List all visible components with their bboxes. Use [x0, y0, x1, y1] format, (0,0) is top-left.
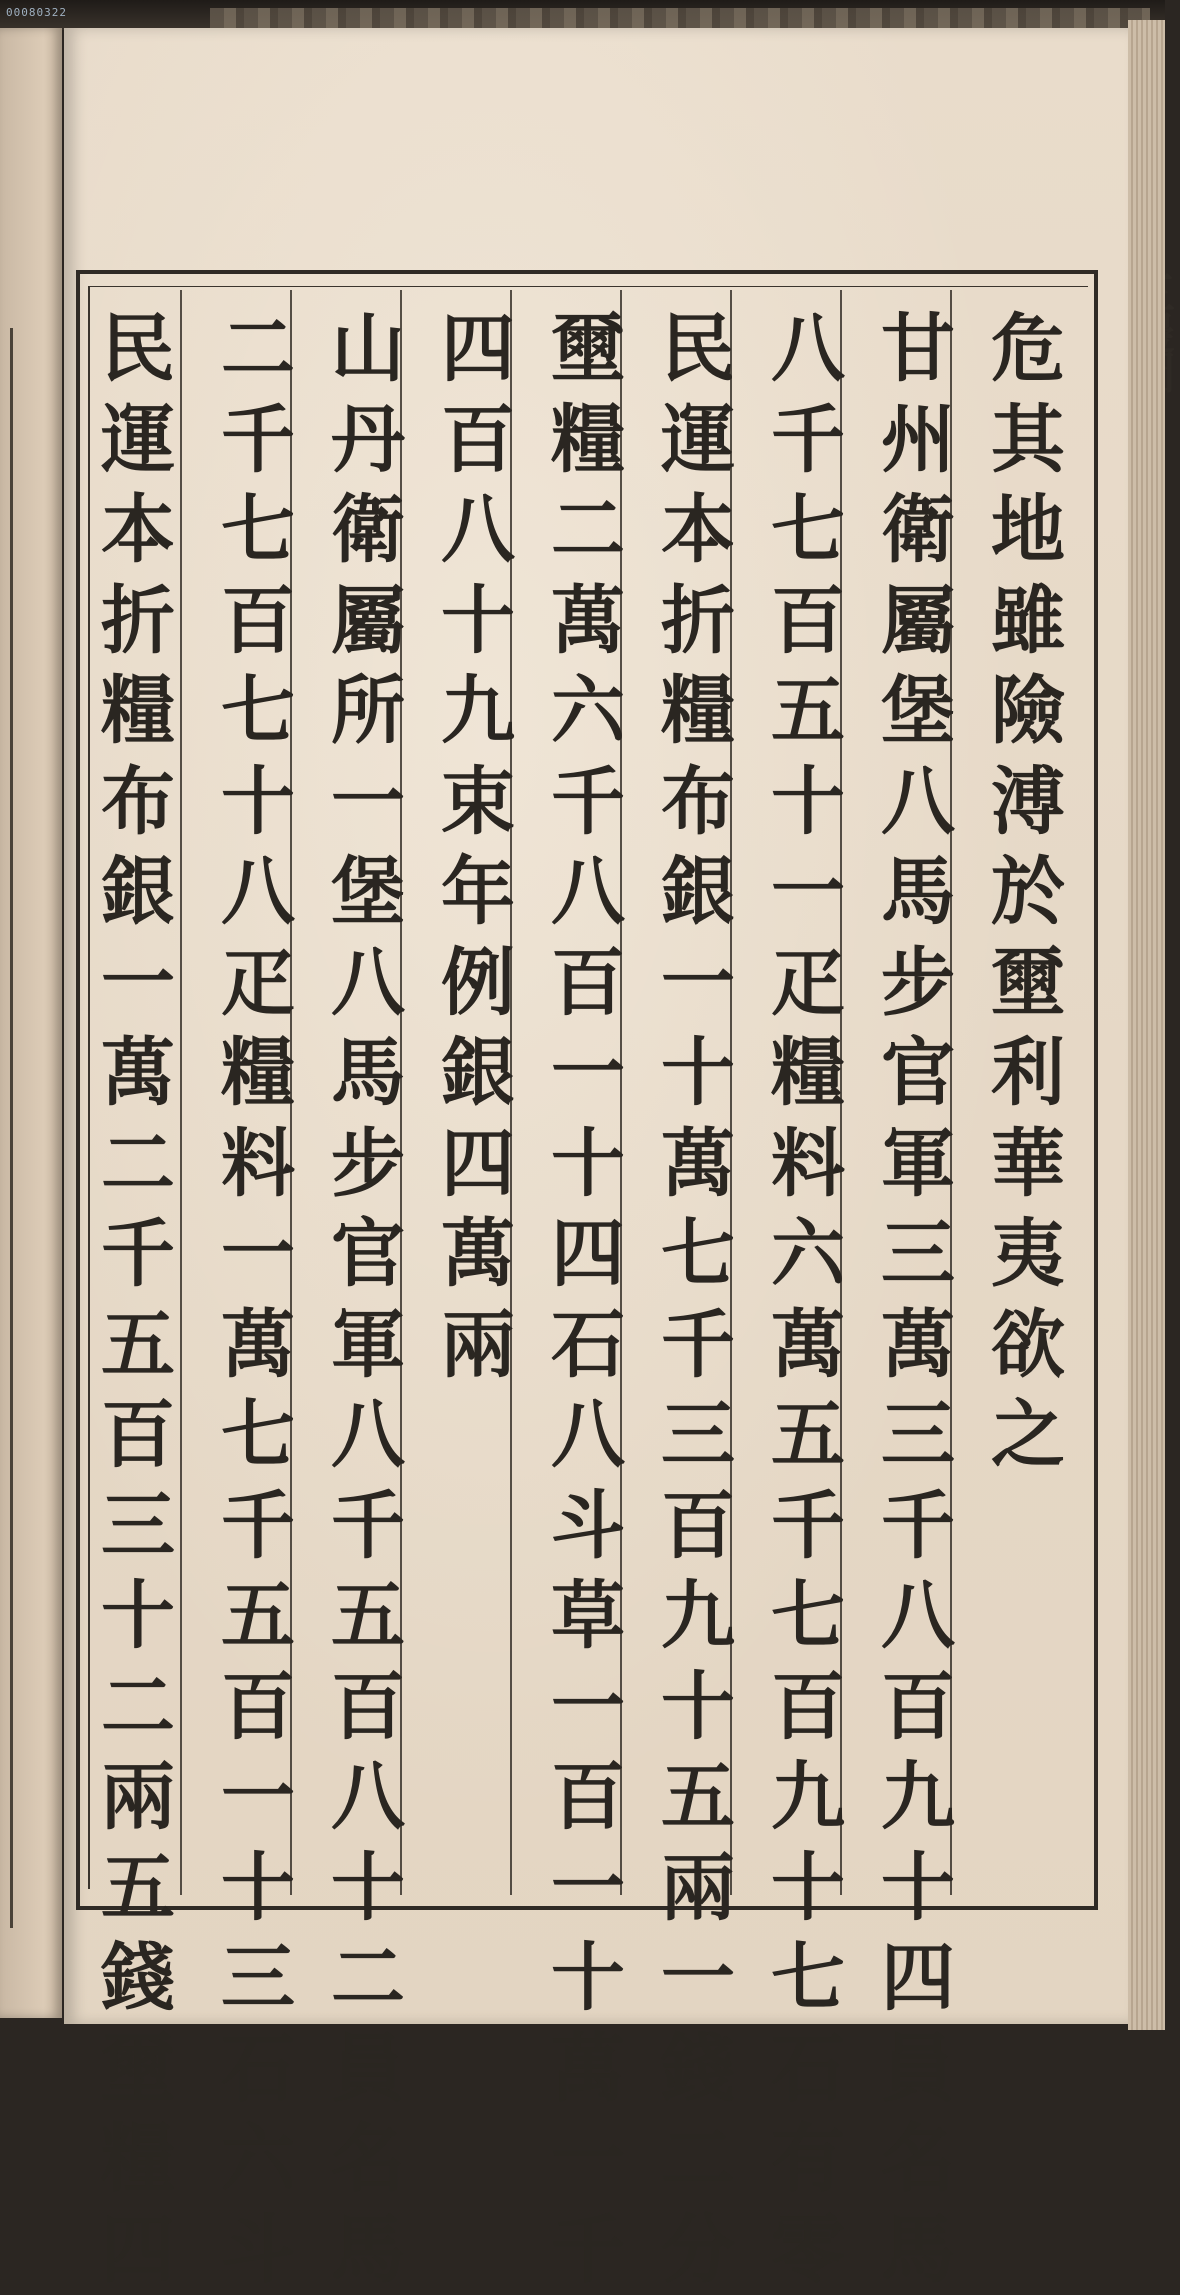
column-character: 百 — [208, 1662, 308, 1753]
column-character: 馬 — [318, 1028, 418, 1119]
column-character: 八 — [538, 1390, 638, 1481]
column-character: 二 — [88, 1662, 188, 1753]
column-character: 四 — [88, 2205, 188, 2295]
column-character: 七 — [758, 1571, 858, 1662]
column-character: 十 — [208, 757, 308, 848]
column-character: 百 — [428, 395, 528, 486]
column-character: 八 — [318, 1390, 418, 1481]
column-character: 馬 — [318, 2205, 418, 2295]
text-column-6 — [428, 304, 528, 1390]
text-page — [64, 28, 1128, 2024]
column-character: 糧 — [538, 395, 638, 486]
column-character: 十 — [208, 1843, 308, 1934]
column-character: 錢 — [648, 2024, 748, 2115]
column-character: 民 — [88, 304, 188, 395]
column-character: 衛 — [868, 485, 968, 576]
column-character: 十 — [758, 757, 858, 848]
column-character: 萬 — [538, 2024, 638, 2115]
column-character: 屬 — [318, 576, 418, 667]
column-character: 千 — [208, 1481, 308, 1572]
column-character: 雖 — [978, 576, 1078, 667]
column-character: 五 — [318, 1571, 418, 1662]
column-character: 斗 — [208, 2205, 308, 2295]
column-character: 八 — [428, 485, 528, 576]
column-character: 有 — [758, 2114, 858, 2205]
column-character: 一 — [648, 1933, 748, 2024]
column-character: 二 — [648, 2114, 748, 2205]
column-character: 草 — [538, 1571, 638, 1662]
column-character: 四 — [538, 1209, 638, 1300]
column-character: 步 — [868, 938, 968, 1029]
column-character: 夷 — [978, 1209, 1078, 1300]
column-character: 七 — [758, 1933, 858, 2024]
column-character: 糧 — [648, 666, 748, 757]
column-character: 一 — [318, 757, 418, 848]
column-character: 五 — [208, 1571, 308, 1662]
column-character: 百 — [538, 938, 638, 1029]
archive-id-label: 00080322 — [6, 6, 67, 19]
column-character: 十 — [648, 1028, 748, 1119]
column-character: 萬 — [88, 1028, 188, 1119]
column-character: 十 — [758, 1843, 858, 1934]
column-character: 六 — [208, 2114, 308, 2205]
column-character: 利 — [978, 1028, 1078, 1119]
column-character: 九 — [758, 1752, 858, 1843]
column-character: 壐 — [978, 938, 1078, 1029]
column-character: 石 — [538, 1300, 638, 1391]
column-character: 兩 — [648, 1843, 748, 1934]
column-character: 官 — [318, 1209, 418, 1300]
column-character: 萬 — [538, 576, 638, 667]
column-character: 千 — [538, 757, 638, 848]
column-character: 千 — [538, 2205, 638, 2295]
column-character: 七 — [208, 1390, 308, 1481]
column-character: 九 — [428, 666, 528, 757]
column-character: 百 — [88, 1390, 188, 1481]
column-character: 十 — [428, 576, 528, 667]
column-character: 二 — [318, 1933, 418, 2024]
column-character: 百 — [318, 1662, 418, 1753]
column-character: 一 — [538, 1028, 638, 1119]
column-character: 百 — [208, 576, 308, 667]
column-character: 危 — [978, 304, 1078, 395]
column-character: 銀 — [648, 847, 748, 938]
column-character: 千 — [88, 1209, 188, 1300]
column-character: 一 — [538, 1843, 638, 1934]
column-character: 六 — [538, 666, 638, 757]
column-character: 十 — [648, 1662, 748, 1753]
column-character: 布 — [88, 757, 188, 848]
column-character: 四 — [428, 1119, 528, 1210]
column-character: 五 — [648, 1752, 748, 1843]
column-character: 十 — [538, 1119, 638, 1210]
column-character: 本 — [648, 485, 748, 576]
column-character: 八 — [538, 847, 638, 938]
column-character: 三 — [648, 1390, 748, 1481]
column-character: 欲 — [978, 1300, 1078, 1391]
column-character: 員 — [318, 2024, 418, 2115]
column-character: 八 — [868, 1571, 968, 1662]
column-character: 五 — [758, 1390, 858, 1481]
column-character: 八 — [868, 757, 968, 848]
column-character: 折 — [88, 576, 188, 667]
column-character: 百 — [868, 1662, 968, 1753]
column-character: 步 — [318, 1119, 418, 1210]
column-character: 一 — [538, 2114, 638, 2205]
column-character: 六 — [758, 1209, 858, 1300]
column-character: 一 — [88, 938, 188, 1029]
column-character: 堡 — [868, 666, 968, 757]
column-character: 十 — [318, 1843, 418, 1934]
column-character: 糧 — [758, 1028, 858, 1119]
column-character: 年 — [428, 847, 528, 938]
column-character: 衛 — [318, 485, 418, 576]
column-character: 十 — [88, 1571, 188, 1662]
column-character: 馬 — [868, 2205, 968, 2295]
column-character: 八 — [208, 847, 308, 938]
column-character: 千 — [758, 395, 858, 486]
column-character: 糧 — [88, 2114, 188, 2205]
column-character: 七 — [208, 666, 308, 757]
printed-frame — [76, 270, 1098, 1910]
column-character: 萬 — [648, 1119, 748, 1210]
previous-page-edge — [0, 28, 62, 2018]
column-character: 華 — [978, 1119, 1078, 1210]
column-character: 二 — [208, 304, 308, 395]
column-character: 百 — [758, 1662, 858, 1753]
column-character: 屬 — [868, 576, 968, 667]
column-character: 兩 — [428, 1300, 528, 1391]
column-character: 銀 — [428, 1028, 528, 1119]
column-character: 零 — [758, 2205, 858, 2295]
column-character: 糧 — [88, 666, 188, 757]
column-character: 千 — [318, 1481, 418, 1572]
column-character: 其 — [978, 395, 1078, 486]
column-character: 山 — [318, 304, 418, 395]
column-character: 錢 — [88, 1933, 188, 2024]
column-character: 三 — [208, 1933, 308, 2024]
column-character: 百 — [758, 576, 858, 667]
column-character: 三 — [868, 1390, 968, 1481]
column-character: 千 — [868, 1481, 968, 1572]
top-edge-binding — [0, 0, 1165, 30]
column-character: 布 — [648, 757, 748, 848]
column-character: 壐 — [88, 2024, 188, 2115]
column-character: 石 — [208, 2024, 308, 2115]
column-character: 軍 — [868, 1119, 968, 1210]
column-character: 兩 — [88, 1752, 188, 1843]
cover-pattern — [210, 8, 1150, 28]
column-character: 民 — [648, 304, 748, 395]
column-character: 溥 — [978, 757, 1078, 848]
column-character: 險 — [978, 666, 1078, 757]
text-column-7 — [318, 304, 418, 2295]
column-character: 石 — [758, 2024, 858, 2115]
column-character: 七 — [208, 485, 308, 576]
column-character: 料 — [758, 1119, 858, 1210]
column-character: 員 — [868, 2024, 968, 2115]
column-character: 銀 — [88, 847, 188, 938]
column-character: 折 — [648, 576, 748, 667]
column-character: 七 — [648, 1209, 748, 1300]
text-column-4 — [648, 304, 748, 2295]
column-character: 九 — [868, 1752, 968, 1843]
column-character: 一 — [648, 938, 748, 1029]
previous-page-border-line — [10, 328, 13, 1928]
column-character: 萬 — [868, 1300, 968, 1391]
column-character: 糧 — [208, 1028, 308, 1119]
column-character: 斗 — [538, 1481, 638, 1572]
column-character: 料 — [208, 1119, 308, 1210]
column-character: 萬 — [208, 1300, 308, 1391]
column-character: 三 — [868, 1209, 968, 1300]
text-column-3 — [758, 304, 858, 2295]
column-character: 十 — [538, 1933, 638, 2024]
column-character: 本 — [88, 485, 188, 576]
column-character: 所 — [318, 666, 418, 757]
text-column-1 — [978, 304, 1078, 1481]
column-character: 軍 — [318, 1300, 418, 1391]
column-character: 四 — [868, 1933, 968, 2024]
column-character: 五 — [758, 666, 858, 757]
column-character: 二 — [538, 485, 638, 576]
text-column-5 — [538, 304, 638, 2295]
column-character: 千 — [208, 395, 308, 486]
column-character: 十 — [868, 1843, 968, 1934]
column-character: 運 — [88, 395, 188, 486]
column-character: 萬 — [758, 1300, 858, 1391]
column-character: 一 — [208, 1209, 308, 1300]
column-character: 五 — [88, 1300, 188, 1391]
column-character: 七 — [758, 485, 858, 576]
column-character: 萬 — [428, 1209, 528, 1300]
column-character: 名 — [868, 2114, 968, 2205]
column-character: 百 — [648, 1481, 748, 1572]
column-character: 堡 — [318, 847, 418, 938]
column-character: 百 — [538, 1752, 638, 1843]
column-character: 一 — [208, 1752, 308, 1843]
column-character: 壐 — [538, 304, 638, 395]
column-character: 二 — [88, 1119, 188, 1210]
column-character: 運 — [648, 395, 748, 486]
column-character: 名 — [318, 2114, 418, 2205]
text-column-2 — [868, 304, 968, 2295]
column-character: 千 — [648, 1300, 748, 1391]
column-character: 地 — [978, 485, 1078, 576]
column-character: 束 — [428, 757, 528, 848]
column-character: 馬 — [868, 847, 968, 938]
page-stack-edge — [1128, 20, 1165, 2030]
column-character: 三 — [88, 1481, 188, 1572]
text-column-9 — [88, 304, 188, 2295]
column-character: 一 — [538, 1662, 638, 1753]
column-character: 疋 — [208, 938, 308, 1029]
column-character: 於 — [978, 847, 1078, 938]
column-character: 九 — [648, 1571, 748, 1662]
column-character: 一 — [758, 847, 858, 938]
column-character: 四 — [428, 304, 528, 395]
column-character: 千 — [758, 1481, 858, 1572]
column-character: 甘 — [868, 304, 968, 395]
column-character: 之 — [978, 1390, 1078, 1481]
column-character: 五 — [88, 1843, 188, 1934]
column-character: 例 — [428, 938, 528, 1029]
column-character: 州 — [868, 395, 968, 486]
column-character: 八 — [318, 938, 418, 1029]
text-column-8 — [208, 304, 308, 2295]
column-character: 丹 — [318, 395, 418, 486]
column-character: 官 — [868, 1028, 968, 1119]
column-character: 八 — [758, 304, 858, 395]
column-character: 疋 — [758, 938, 858, 1029]
column-character: 八 — [318, 1752, 418, 1843]
column-character: 分 — [648, 2205, 748, 2295]
